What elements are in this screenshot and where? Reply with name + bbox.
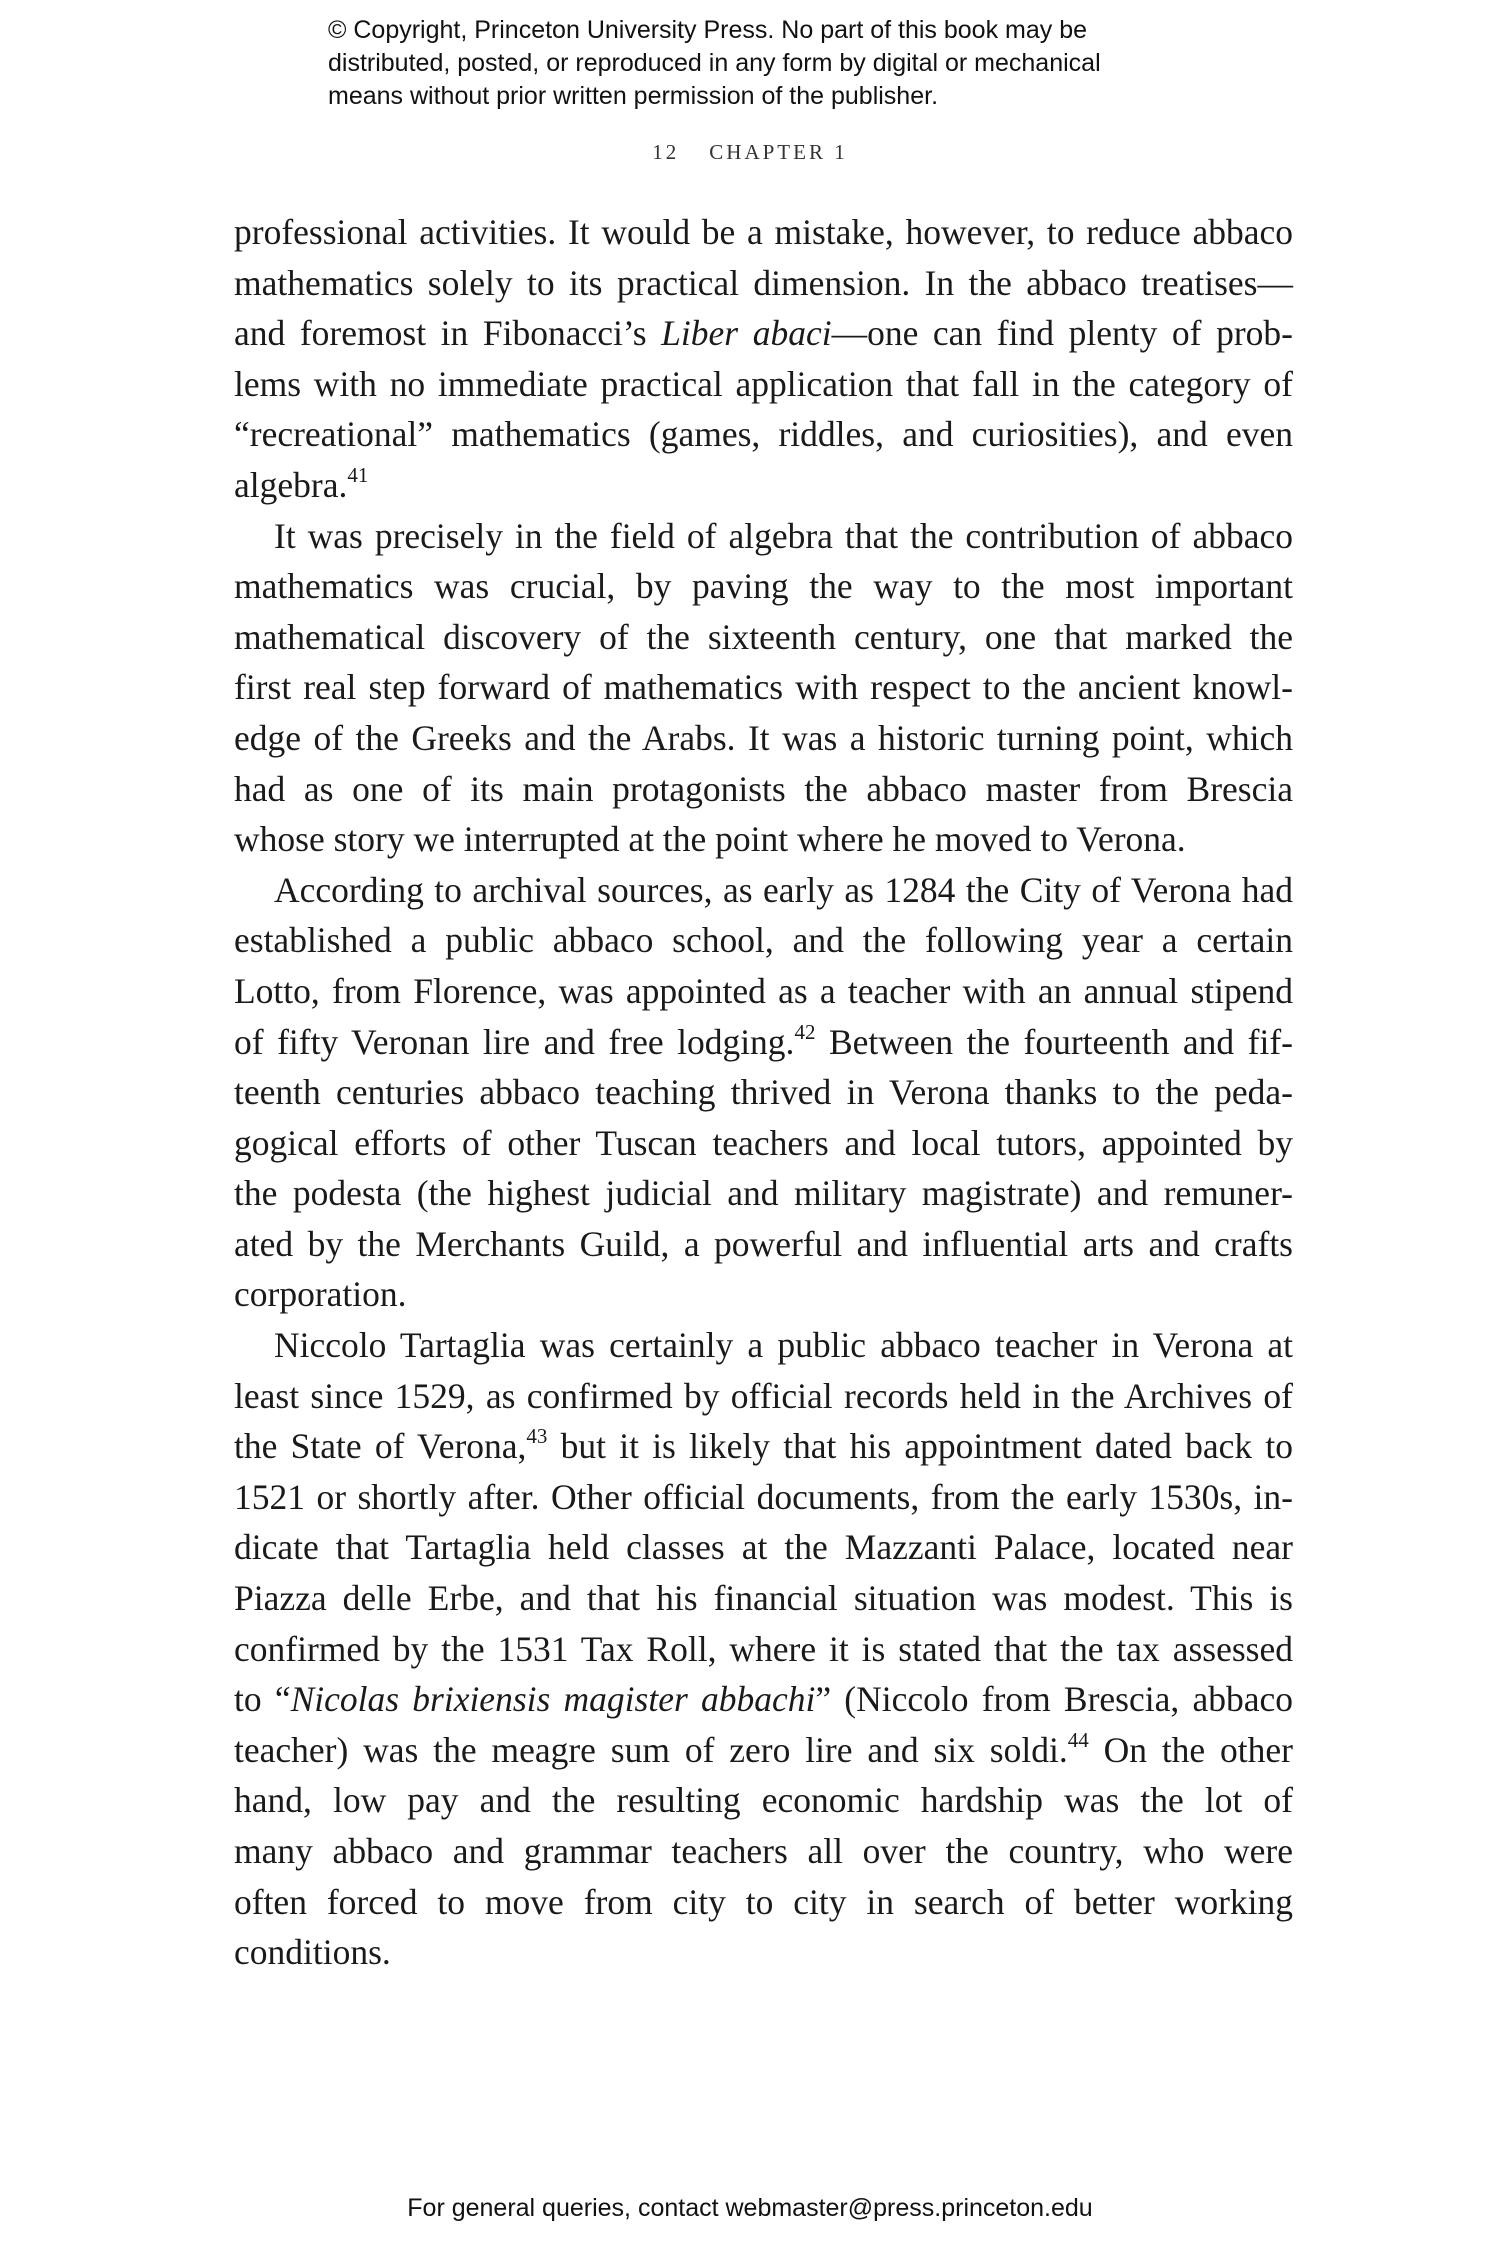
copyright-notice — [328, 14, 1228, 113]
paragraph-3 — [234, 865, 1293, 1320]
paragraph-1 — [234, 207, 1293, 511]
body-text — [234, 207, 1293, 1978]
text-line: mathematics was crucial, by paving the way to the most important — [234, 566, 1293, 607]
running-head — [0, 140, 1500, 165]
text-run: algebra. — [234, 464, 348, 505]
copyright-line: distributed, posted, or reproduced in any form by digital or mechanical — [328, 49, 1101, 77]
text-line: mathematics solely to its practical dimension. In the abbaco treatises— — [234, 262, 1293, 303]
text-line: conditions. — [234, 1932, 391, 1973]
text-line: confirmed by the 1531 Tax Roll, where it is stated that the tax assessed — [234, 1628, 1293, 1669]
text-line — [234, 1421, 1293, 1472]
text-line: edge of the Greeks and the Arabs. It was a historic turning point, which — [234, 717, 1293, 758]
text-line: corporation. — [234, 1274, 407, 1315]
text-line: teenth centuries abbaco teaching thrived in Verona thanks to the peda- — [234, 1072, 1293, 1113]
text-run: ” (Niccolo from Brescia, abbaco — [815, 1679, 1293, 1720]
text-line — [234, 1017, 1293, 1068]
text-line: According to archival sources, as early as 1284 the City of Verona had — [274, 869, 1293, 910]
text-line: dicate that Tartaglia held classes at the Mazzanti Palace, located near — [234, 1527, 1293, 1568]
text-run: the State of Verona, — [234, 1426, 527, 1467]
footer-contact: For general queries, contact webmaster@press.princeton.edu — [407, 2194, 1093, 2222]
text-run: and foremost in Fibonacci’s — [234, 313, 662, 354]
text-run: to “ — [234, 1679, 291, 1720]
text-line: least since 1529, as confirmed by official records held in the Archives of — [234, 1375, 1293, 1416]
text-line: gogical efforts of other Tuscan teachers and local tutors, appointed by — [234, 1122, 1293, 1163]
text-line: the podesta (the highest judicial and military magistrate) and remuner- — [234, 1173, 1293, 1214]
text-line — [234, 1725, 1293, 1776]
text-line: “recreational” mathematics (games, riddles, and curiosities), and even — [234, 414, 1293, 455]
text-line: whose story we interrupted at the point where he moved to Verona. — [234, 819, 1186, 860]
footnote-ref-43[interactable]: 43 — [526, 1424, 548, 1449]
text-line: hand, low pay and the resulting economic hardship was the lot of — [234, 1780, 1293, 1821]
footnote-ref-41[interactable]: 41 — [347, 462, 369, 487]
text-line — [234, 1674, 1293, 1725]
text-line: ated by the Merchants Guild, a powerful and influential arts and crafts — [234, 1223, 1293, 1264]
paragraph-2 — [234, 511, 1293, 865]
text-line: 1521 or shortly after. Other official documents, from the early 1530s, in- — [234, 1476, 1293, 1517]
text-line: It was precisely in the field of algebra that the contribution of abbaco — [274, 515, 1293, 556]
text-line: lems with no immediate practical application that fall in the category of — [234, 363, 1293, 404]
footnote-ref-44[interactable]: 44 — [1067, 1727, 1089, 1752]
text-line: established a public abbaco school, and the following year a certain — [234, 920, 1293, 961]
text-run: Between the fourteenth and fif- — [815, 1021, 1293, 1062]
footnote-ref-42[interactable]: 42 — [794, 1019, 816, 1044]
text-run: —one can find plenty of prob- — [831, 313, 1293, 354]
latin-quote: Nicolas brixiensis magister abbachi — [290, 1679, 816, 1720]
book-title-liber-abaci: Liber abaci — [661, 313, 832, 354]
text-line — [234, 308, 1293, 359]
text-line: had as one of its main protagonists the abbaco master from Brescia — [234, 768, 1293, 809]
chapter-title: CHAPTER 1 — [709, 140, 848, 164]
text-line: professional activities. It would be a mistake, however, to reduce abbaco — [234, 212, 1293, 252]
text-line: first real step forward of mathematics with respect to the ancient knowl- — [234, 667, 1293, 708]
text-run: but it is likely that his appointment dated back to — [547, 1426, 1293, 1467]
text-line — [234, 460, 1293, 511]
paragraph-4 — [234, 1320, 1293, 1978]
copyright-line: © Copyright, Princeton University Press. No part of this book may be — [328, 16, 1088, 44]
text-run: of fifty Veronan lire and free lodging. — [234, 1021, 795, 1062]
text-run: On the other — [1088, 1729, 1293, 1770]
text-line: Lotto, from Florence, was appointed as a teacher with an annual stipend — [234, 970, 1293, 1011]
text-line: many abbaco and grammar teachers all over the country, who were — [234, 1831, 1293, 1871]
text-run: teacher) was the meagre sum of zero lire and six soldi. — [234, 1729, 1068, 1770]
copyright-line: means without prior written permission of the publisher. — [328, 82, 939, 110]
page-number: 12 — [652, 140, 680, 164]
text-line: Niccolo Tartaglia was certainly a public abbaco teacher in Verona at — [274, 1325, 1293, 1366]
text-line: mathematical discovery of the sixteenth century, one that marked the — [234, 616, 1293, 657]
text-line: often forced to move from city to city in search of better working — [234, 1881, 1293, 1922]
text-line: Piazza delle Erbe, and that his financial situation was modest. This is — [234, 1578, 1293, 1619]
